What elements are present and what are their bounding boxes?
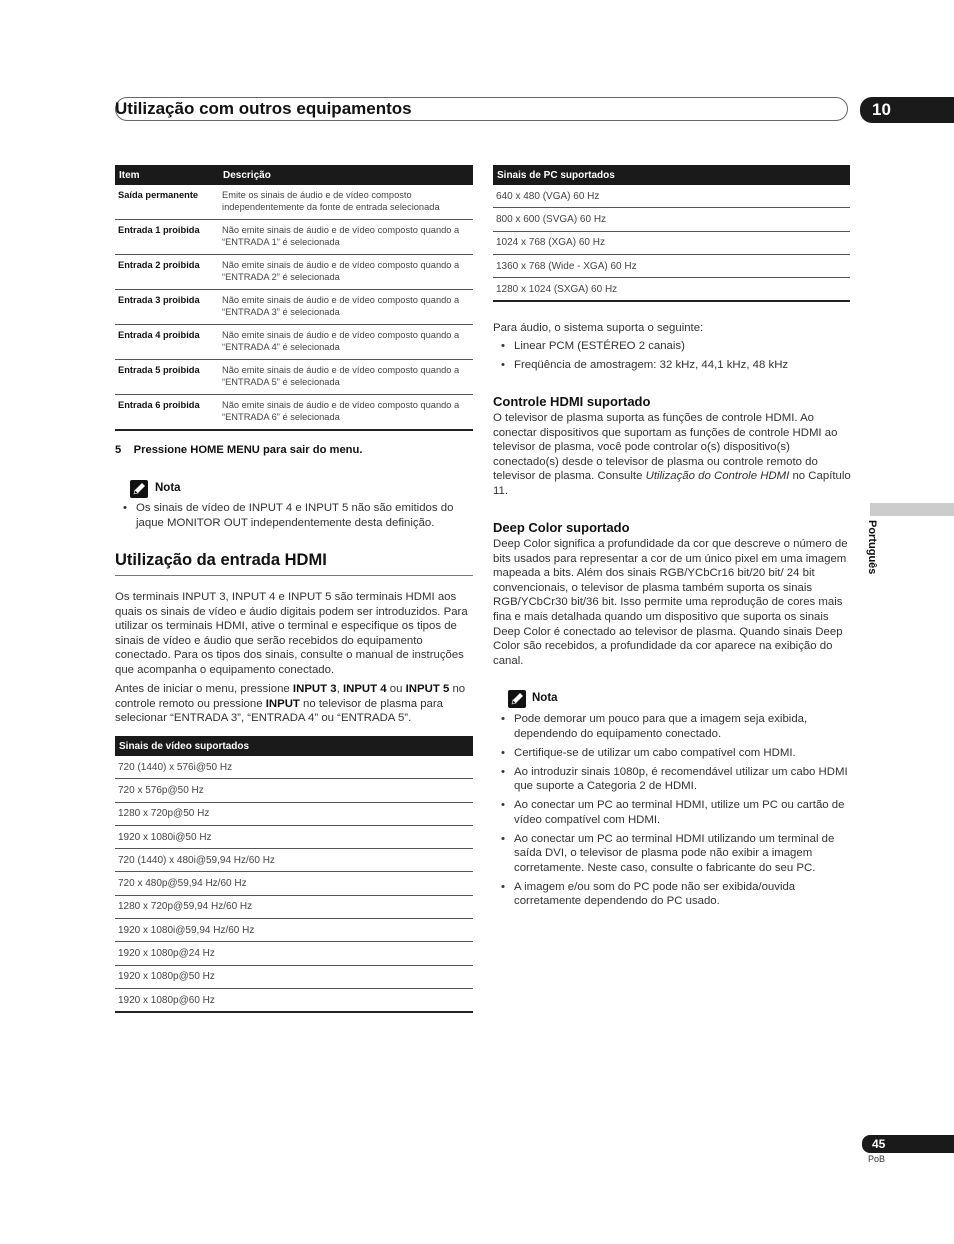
text-run: ou [386,683,406,695]
table-row [115,965,473,988]
video-signals-table [115,736,473,1013]
signal-cell: 720 (1440) x 480i@59,94 Hz/60 Hz [115,849,473,872]
table-row [493,231,850,254]
list-item: • Os sinais de vídeo de INPUT 4 e INPUT 5 não são emitidos do jaque MONITOR OUT independentemente desta definição. [115,501,475,530]
cross-reference: Utilização do Controle HDMI [645,470,790,483]
table-row [493,254,850,277]
list-item: • Certifique-se de utilizar um cabo compatível com HDMI. [493,746,853,761]
list-item: • Pode demorar um pouco para que a imagem seja exibida, dependendo do equipamento conectado. [493,712,853,741]
page-number: 45 [872,1137,886,1151]
table-row [115,185,473,220]
note-list [493,712,853,913]
signal-cell: 720 x 480p@59,94 Hz/60 Hz [115,872,473,895]
column-header-video-signals: Sinais de vídeo suportados [115,736,473,756]
heading-hdmi-control: Controle HDMI suportado [493,394,651,409]
section-title-hdmi-input: Utilização da entrada HDMI [115,551,327,569]
language-label: Português [866,520,878,575]
column-header-item: Item [115,165,219,185]
table-row [115,942,473,965]
heading-deep-color: Deep Color suportado [493,520,630,535]
text-run: , [336,683,343,695]
hdmi-instruction-paragraph [115,682,475,726]
description-cell: Não emite sinais de áudio e de vídeo composto quando a “ENTRADA 3” é selecionada [219,290,473,325]
chapter-number: 10 [872,100,891,119]
language-code: PoB [868,1154,886,1164]
hdmi-control-paragraph [493,411,851,499]
column-header-description: Descrição [219,165,473,185]
list-item: • Ao conectar um PC ao terminal HDMI, utilize um PC ou cartão de vídeo compatível com HDMI. [493,798,853,827]
item-cell: Entrada 2 proibida [115,255,219,290]
signal-cell: 640 x 480 (VGA) 60 Hz [496,190,600,202]
signal-cell: 1920 x 1080i@59,94 Hz/60 Hz [115,919,473,942]
note-list [115,501,475,535]
item-cell: Entrada 3 proibida [115,290,219,325]
table-row [115,895,473,918]
text-run: no televisor de plasma para selecionar “ENTRADA 3”, “ENTRADA 4” ou “ENTRADA 5”. [115,697,443,725]
pencil-note-icon [508,690,526,708]
table-row [115,825,473,848]
signal-cell: 1920 x 1080p@60 Hz [115,988,473,1012]
table-row [115,988,473,1012]
text-run: Antes de iniciar o menu, pressione [115,683,293,695]
signal-cell: 1920 x 1080p@50 Hz [115,965,473,988]
list-item: • Linear PCM (ESTÉREO 2 canais) [493,339,853,354]
signal-cell: 1280 x 720p@50 Hz [115,802,473,825]
audio-list [493,339,853,377]
table-row [115,756,473,779]
section-divider [115,575,473,576]
table-row [115,325,473,360]
table-row [115,360,473,395]
item-cell: Entrada 5 proibida [115,360,219,395]
table-row [115,395,473,431]
pc-signals-table [493,165,850,302]
signal-cell: 1920 x 1080i@50 Hz [115,825,473,848]
table-row [115,220,473,255]
item-cell: Saída permanente [118,190,199,200]
signal-cell: 1360 x 768 (Wide - XGA) 60 Hz [493,254,850,277]
list-item: • A imagem e/ou som do PC pode não ser exibida/ouvida corretamente dependendo do PC usado. [493,880,853,909]
description-cell: Emite os sinais de áudio e de vídeo composto independentemente da fonte de entrada selecionada [222,190,440,212]
table-row [115,802,473,825]
description-cell: Não emite sinais de áudio e de vídeo composto quando a “ENTRADA 4” é selecionada [219,325,473,360]
item-cell: Entrada 6 proibida [115,395,219,431]
signal-cell: 720 (1440) x 576i@50 Hz [118,761,233,773]
description-cell: Não emite sinais de áudio e de vídeo composto quando a “ENTRADA 2” é selecionada [219,255,473,290]
pencil-note-icon [130,480,148,498]
table-row [115,290,473,325]
text-run: O televisor de plasma suporta as funções de controle HDMI. Ao conectar dispositivos que suportam as funções de controle HDMI ao televisor de plasma, você pode controlar o(s) dispositivo(s) conectado(s) desde o televisor de plasma ou controle remoto do televisor de plasma. Consulte [493,412,838,483]
input4-key: INPUT 4 [342,683,387,695]
table-row [493,208,850,231]
settings-table [115,165,473,431]
audio-intro: Para áudio, o sistema suporta o seguinte: [493,322,704,334]
table-row [115,779,473,802]
table-row [115,919,473,942]
signal-cell: 1920 x 1080p@24 Hz [115,942,473,965]
description-cell: Não emite sinais de áudio e de vídeo composto quando a “ENTRADA 5” é selecionada [219,360,473,395]
text-run: no controle remoto ou pressione [115,683,466,710]
input3-key: INPUT 3 [292,683,337,695]
step-text: Pressione HOME MENU para sair do menu. [133,444,363,456]
signal-cell: 1280 x 720p@59,94 Hz/60 Hz [115,895,473,918]
description-cell: Não emite sinais de áudio e de vídeo composto quando a “ENTRADA 1” é selecionada [219,220,473,255]
item-cell: Entrada 4 proibida [115,325,219,360]
input5-key: INPUT 5 [405,683,450,695]
hdmi-intro-paragraph: Os terminais INPUT 3, INPUT 4 e INPUT 5 são terminais HDMI aos quais os sinais de vídeo e áudio digitais podem ser introduzidos. Para utilizar os terminais HDMI, ative o terminal e especifique os tipos de sinais de vídeo e áudio que serão recebidos do equipamento conectado. Para os tipos dos sinais, consulte o manual de instruções que acompanha o equipamento conectado. [115,591,468,676]
deep-color-paragraph: Deep Color significa a profundidade da cor que descreve o número de bits usados para representar a cor de um único pixel em uma imagem mapeada a bits. Além dos sinais RGB/YCbCr16 bit/20 bit/ 24 bit convencionais, o televisor de plasma também suporta os sinais RGB/YCbCr30 bit/36 bit. Isso permite uma reprodução de cores mais fina e mais detalhada quando um dispositivo que suporta os sinais Deep Color é conectado ao televisor de plasma. Quando sinais Deep Color são recebidos, a profundidade da cor aparece na exibição do canal. [493,538,848,667]
description-cell: Não emite sinais de áudio e de vídeo composto quando a “ENTRADA 6” é selecionada [219,395,473,431]
column-header-pc-signals: Sinais de PC suportados [493,165,850,185]
text-run: no Capítulo 11. [493,470,851,497]
signal-cell: 1024 x 768 (XGA) 60 Hz [493,231,850,254]
signal-cell: 1280 x 1024 (SXGA) 60 Hz [493,278,850,302]
list-item: • Freqüência de amostragem: 32 kHz, 44,1 kHz, 48 kHz [493,358,853,373]
item-cell: Entrada 1 proibida [115,220,219,255]
language-tab [870,503,954,516]
note-label: Nota [532,692,558,704]
page-header-title: Utilização com outros equipamentos [115,99,412,118]
table-row [493,278,850,302]
table-row [115,255,473,290]
note-label: Nota [155,482,181,494]
table-row [115,872,473,895]
step-number: 5 [115,444,122,456]
signal-cell: 720 x 576p@50 Hz [115,779,473,802]
input-key: INPUT [265,697,300,710]
step-5 [115,443,362,458]
table-row [493,185,850,208]
list-item: • Ao introduzir sinais 1080p, é recomendável utilizar um cabo HDMI que suporte a Categoria 2 de HDMI. [493,765,853,794]
signal-cell: 800 x 600 (SVGA) 60 Hz [493,208,850,231]
table-row [115,849,473,872]
list-item: • Ao conectar um PC ao terminal HDMI utilizando um terminal de saída DVI, o televisor de plasma pode não exibir a imagem corretamente. Neste caso, consulte o fabricante do seu PC. [493,832,853,876]
